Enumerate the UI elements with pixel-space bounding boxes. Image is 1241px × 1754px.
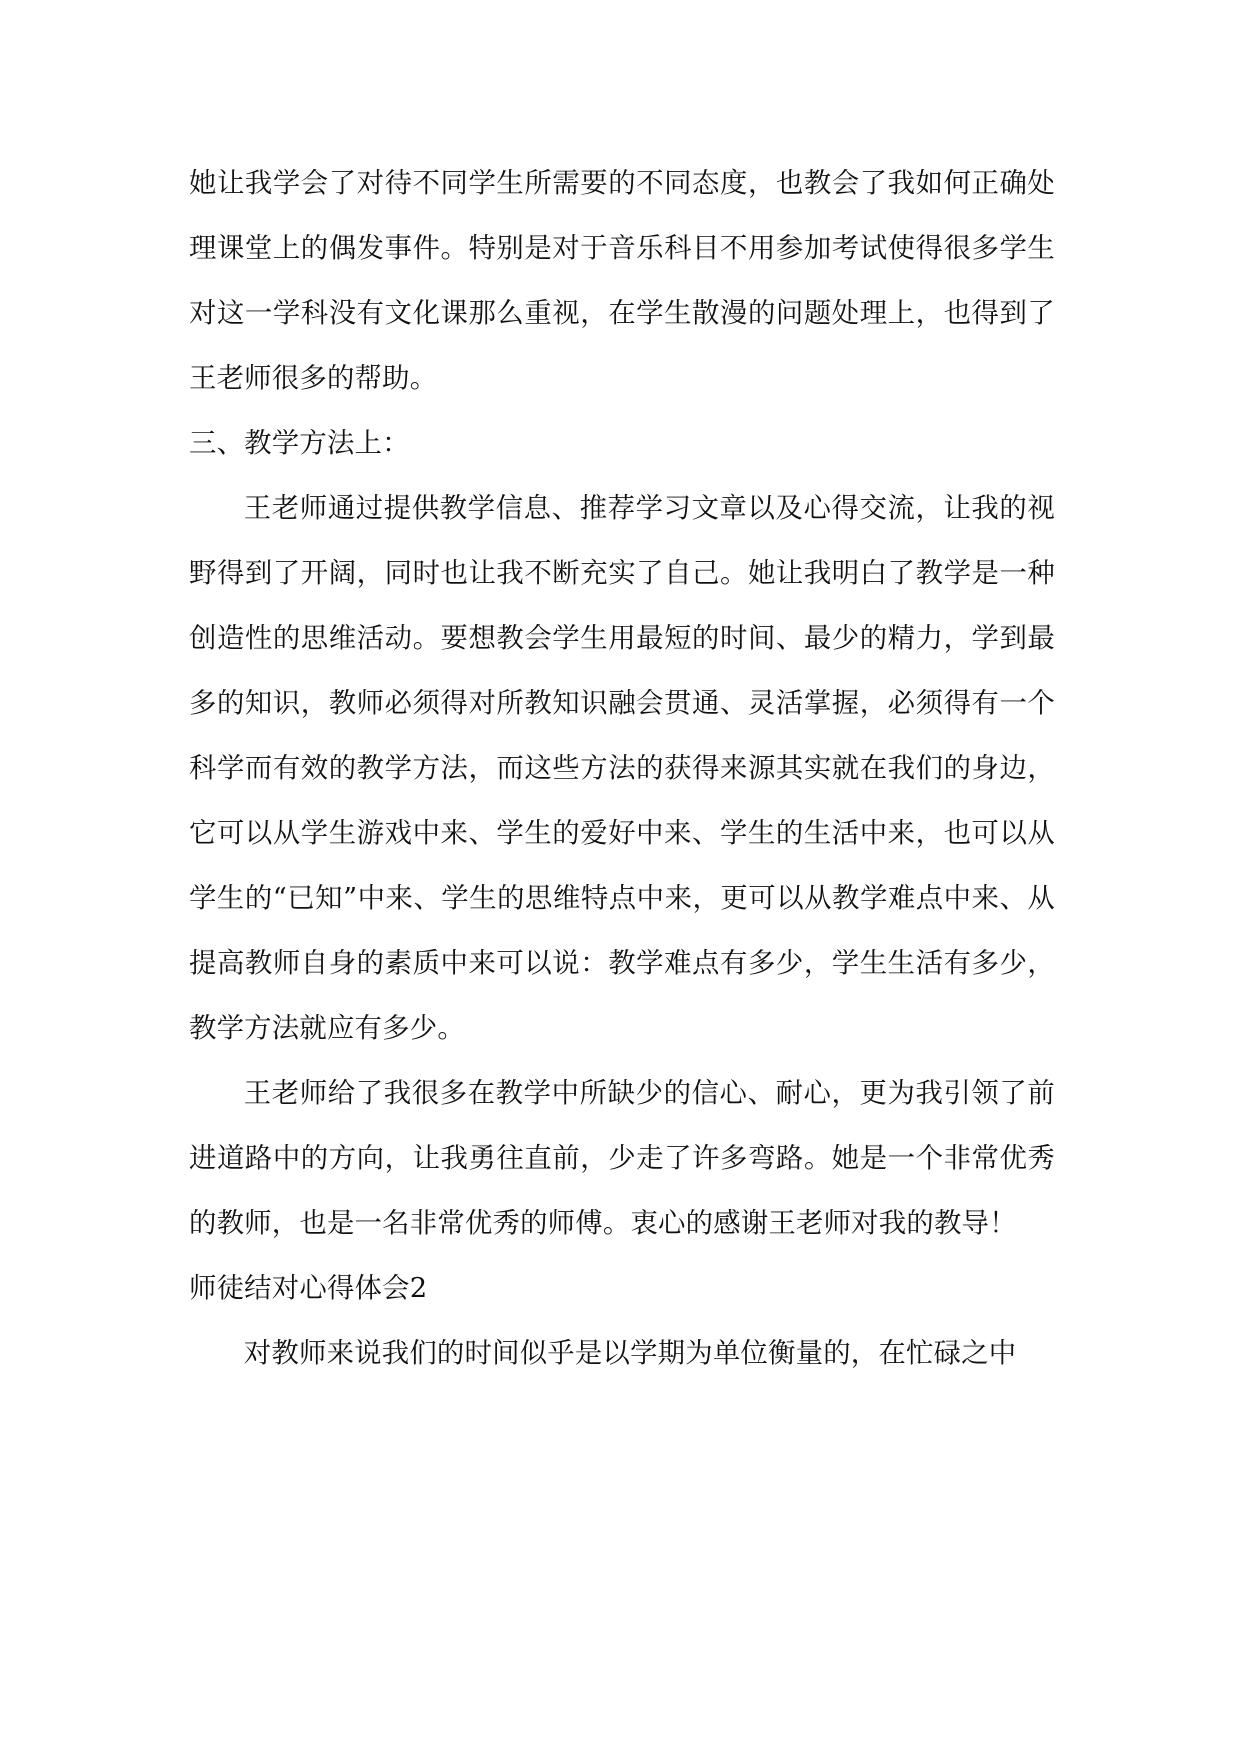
paragraph-gratitude: 王老师给了我很多在教学中所缺少的信心、耐心，更为我引领了前进道路中的方向，让我勇往直前，少走了许多弯路。她是一个非常优秀的教师，也是一名非常优秀的师傅。衷心的感谢王老师对我的教导！ bbox=[189, 1078, 1055, 1239]
paragraph-teaching-methods: 王老师通过提供教学信息、推荐学习文章以及心得交流，让我的视野得到了开阔，同时也让我不断充实了自己。她让我明白了教学是一种创造性的思维活动。要想教会学生用最短的时间、最少的精力，学到最多的知识，教师必须得对所教知识融会贯通、灵活掌握，必须得有一个科学而有效的教学方法，而这些方法的获得来源其实就在我们的身边，它可以从学生游戏中来、学生的爱好中来、学生的生活中来，也可以从学生的“已知”中来、学生的思维特点中来，更可以从教学难点中来、从提高教师自身的素质中来可以说：教学难点有多少，学生生活有多少，教学方法就应有多少。 bbox=[189, 493, 1055, 1044]
section-heading-teaching-methods: 三、教学方法上： bbox=[189, 428, 410, 459]
document-page bbox=[189, 151, 1055, 1386]
paragraph-intro: 她让我学会了对待不同学生所需要的不同态度，也教会了我如何正确处理课堂上的偶发事件。特别是对于音乐科目不用参加考试使得很多学生对这一学科没有文化课那么重视，在学生散漫的问题处理上，也得到了王老师很多的帮助。 bbox=[189, 168, 1055, 394]
article-title-2: 师徒结对心得体会2 bbox=[189, 1273, 428, 1304]
paragraph-article-2-start: 对教师来说我们的时间似乎是以学期为单位衡量的，在忙碌之中 bbox=[243, 1338, 1017, 1369]
